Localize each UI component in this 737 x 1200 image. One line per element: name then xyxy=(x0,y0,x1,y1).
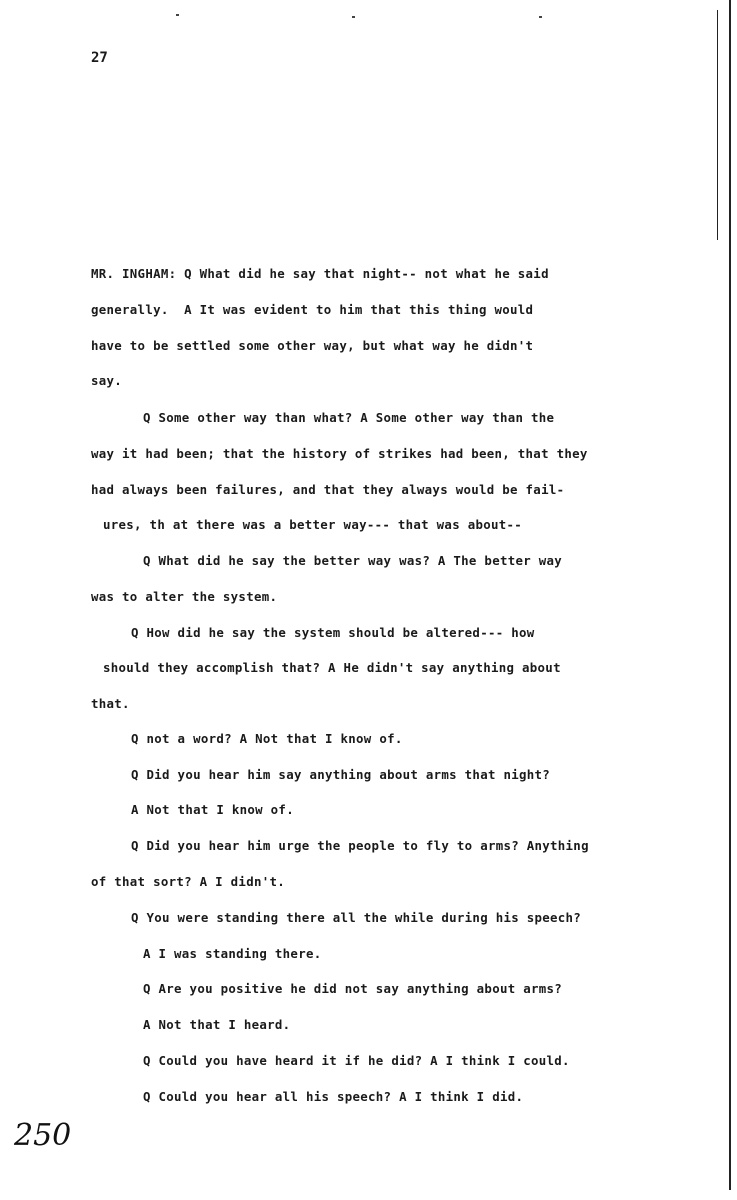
scan-speck xyxy=(539,16,542,18)
text-line: of that sort? A I didn't. xyxy=(91,874,285,889)
scan-speck xyxy=(352,16,355,18)
text-line: Q Could you have heard it if he did? A I think I could. xyxy=(143,1053,570,1068)
page-number: 27 xyxy=(91,50,108,66)
text-line: Q Did you hear him urge the people to fly to arms? Anything xyxy=(131,838,589,853)
text-line: say. xyxy=(91,373,123,388)
text-line: Q Did you hear him say anything about arms that night? xyxy=(131,767,551,782)
text-line: had always been failures, and that they always would be fail- xyxy=(91,482,565,497)
text-line: that. xyxy=(91,696,130,711)
right-edge-mark xyxy=(729,0,731,1190)
text-line: Q not a word? A Not that I know of. xyxy=(131,731,403,746)
handwritten-page-number: 250 xyxy=(14,1118,72,1153)
right-edge-mark-inner xyxy=(717,10,718,240)
text-line: MR. INGHAM: Q What did he say that night-- not what he said xyxy=(91,266,549,281)
text-line: Q Could you hear all his speech? A I think I did. xyxy=(143,1089,524,1104)
text-line: should they accomplish that? A He didn't say anything about xyxy=(103,660,561,675)
text-line: ures, th at there was a better way--- that was about-- xyxy=(103,517,523,532)
text-line: have to be settled some other way, but what way he didn't xyxy=(91,338,534,353)
text-line: generally. A It was evident to him that this thing would xyxy=(91,302,534,317)
text-line: Q Some other way than what? A Some other way than the xyxy=(143,410,555,425)
text-line: was to alter the system. xyxy=(91,589,278,604)
text-line: Q Are you positive he did not say anything about arms? xyxy=(143,981,563,996)
text-line: A I was standing there. xyxy=(143,946,322,961)
text-line: Q What did he say the better way was? A The better way xyxy=(143,553,563,568)
text-line: Q How did he say the system should be altered--- how xyxy=(131,625,535,640)
text-line: A Not that I know of. xyxy=(131,802,294,817)
scan-speck xyxy=(176,14,179,16)
text-line: A Not that I heard. xyxy=(143,1017,291,1032)
text-line: way it had been; that the history of strikes had been, that they xyxy=(91,446,588,461)
text-line: Q You were standing there all the while during his speech? xyxy=(131,910,582,925)
